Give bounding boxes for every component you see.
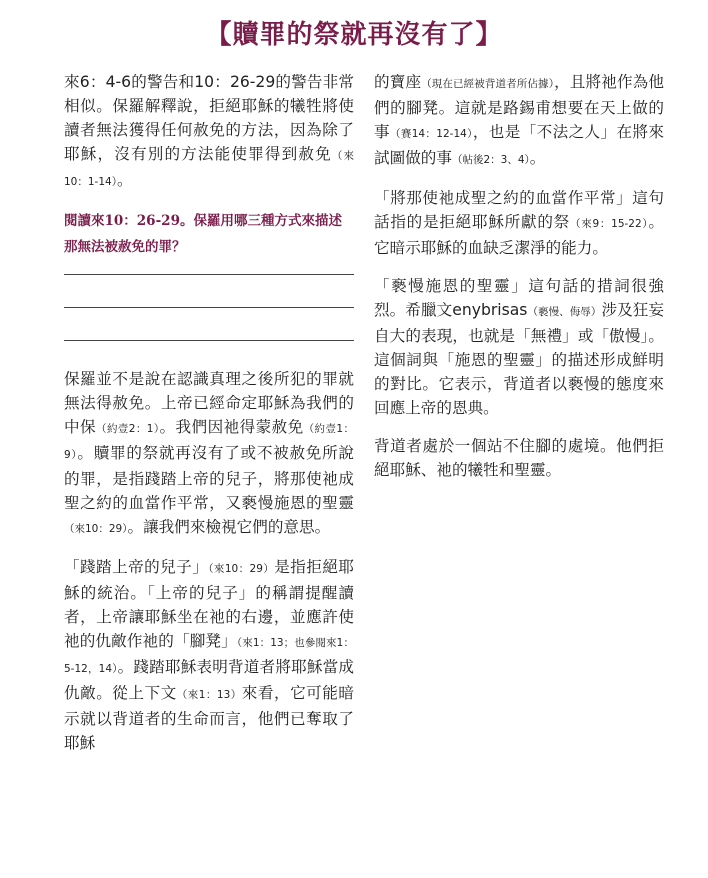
scripture-reference: （來9：15-22） [570, 218, 649, 230]
paragraph-throne: 的寶座（現在已經被背道者所佔據），且將祂作為他們的腳凳。這就是路錫甫想要在天上做的事（賽14：12-14），也是「不法之人」在將來試圖做的事（帖後2：3、4）。 [374, 73, 664, 167]
paragraph-intro: 來6：4-6的警告和10：26-29的警告非常相似。保羅解釋說，拒絕耶穌的犧牲將使讀者無法獲得任何赦免的方法，因為除了耶穌，沒有別的方法能使罪得到赦免（來10：1-14）。 [64, 73, 354, 189]
scripture-reference: （約壹2：1） [96, 423, 160, 435]
scripture-reference: （來10：29） [208, 563, 275, 575]
paragraph-explanation: 保羅並不是說在認識真理之後所犯的罪就無法得赦免。上帝已經命定耶穌為我們的中保（約壹2：1）。我們因祂得蒙赦免（約壹1：9）。贖罪的祭就再沒有了或不被赦免所說的罪，是指踐踏上帝的兒子，將那使祂成聖之約的血當作平常，又褻慢施恩的聖靈（來10：29）。讓我們來檢視它們的意思。 [64, 370, 354, 536]
scripture-reference: （來1：13） [176, 689, 242, 701]
page-title: 【贖罪的祭就再沒有了】 [205, 20, 503, 50]
scripture-reference: （現在已經被背道者所佔據） [421, 78, 555, 90]
scripture-reference: （來1：13；也參閱來1：5-12，14） [64, 637, 354, 675]
scripture-reference: （來10：29） [64, 523, 128, 535]
answer-lines [64, 274, 354, 341]
left-column [64, 70, 354, 769]
scripture-reference: （約壹1：9） [64, 423, 354, 461]
answer-line[interactable] [64, 340, 354, 341]
paragraph-trample: 「踐踏上帝的兒子」（來10：29）是指拒絕耶穌的統治。「上帝的兒子」的稱謂提醒讀者，上帝讓耶穌坐在祂的右邊，並應許使祂的仇敵作祂的「腳凳」（來1：13；也參閱來1：5-12，14）。踐踏耶穌表明背道者將耶穌當成仇敵。從上下文（來1：13）來看，它可能暗示就以背道者的生命而言，他們已奪取了耶穌 [64, 558, 354, 752]
scripture-reference: （賽14：12-14） [389, 128, 473, 140]
study-question: 閱讀來10：26-29。保羅用哪三種方式來描述那無法被赦免的罪？ [64, 213, 342, 255]
scripture-reference: （來10：1-14） [64, 150, 354, 188]
answer-line[interactable] [64, 274, 354, 275]
paragraph-spirit: 「褻慢施恩的聖靈」這句話的措詞很強烈。希臘文enybrisas（褻慢、侮辱）涉及狂妄自大的表現，也就是「無禮」或「傲慢」。這個詞與「施恩的聖靈」的描述形成鮮明的對比。它表示，背道者以褻慢的態度來回應上帝的恩典。 [374, 277, 664, 417]
right-column [374, 70, 664, 496]
scripture-reference: （帖後2：3、4） [451, 154, 530, 166]
paragraph-blood: 「將那使祂成聖之約的血當作平常」這句話指的是拒絕耶穌所獻的祭（來9：15-22）。它暗示耶穌的血缺乏潔淨的能力。 [374, 189, 664, 257]
scripture-reference: （褻慢、侮辱） [527, 306, 602, 318]
answer-line[interactable] [64, 307, 354, 308]
paragraph-conclusion: 背道者處於一個站不住腳的處境。他們拒絕耶穌、祂的犧牲和聖靈。 [374, 437, 664, 479]
